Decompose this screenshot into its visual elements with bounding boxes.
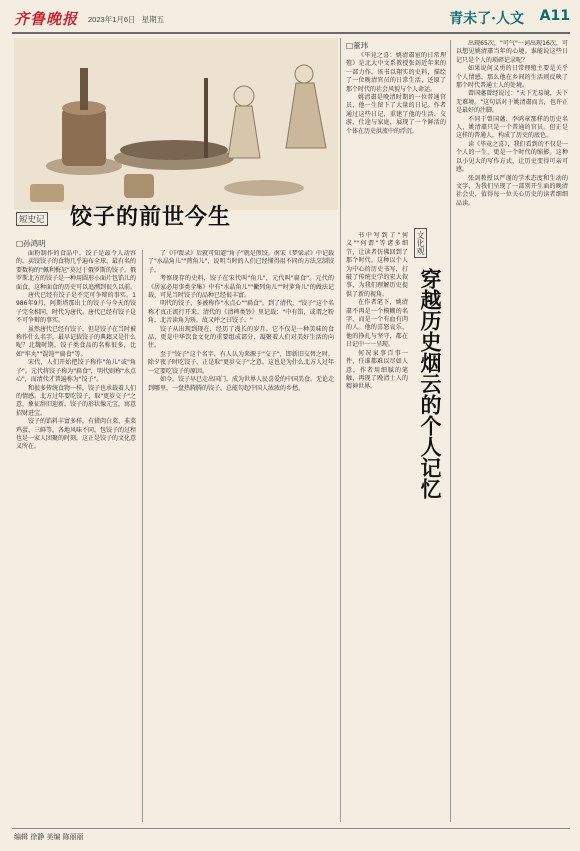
masthead bbox=[14, 8, 570, 30]
section-divider bbox=[340, 38, 341, 822]
column-tag-left: 短史记 bbox=[16, 212, 48, 226]
paragraph: 何况家事百事一件，任谁都难以尽如人意，作者用细腻的笔触，再现了晚清士人的精神世界。 bbox=[346, 349, 408, 391]
paragraph: 读《毕竟之喜》，我们看到的不仅是一个人的一生，更是一个时代的缩影。这种以小见大的写作方式，让历史变得可亲可感。 bbox=[456, 140, 568, 174]
paragraph: 考察现存的史料，饺子在宋代叫"角儿"，元代叫"扁食"。元代的《居家必用事类全集》中有"水晶角儿""撇列角儿""时萝角儿"的做法记载，可见当时饺子的品种已经很丰富。 bbox=[148, 275, 334, 300]
paragraph: 唐代已经有饺子是不完可争辩的事实。1986年9月，阿斯塔那出土的饺子与今天的饺子完全相同，时代为唐代。唐代已经有饺子是不可争辩的事实。 bbox=[16, 292, 136, 325]
page-number: A11 bbox=[539, 8, 570, 24]
column-tag-right: 文化观 bbox=[414, 228, 427, 258]
left-article-col1 bbox=[16, 250, 136, 822]
paragraph: 曾国藩曾经说过："天下无易境，天下无难境。"这句话对于姚清肅而言，也许正是最好的注脚。 bbox=[456, 90, 568, 115]
paragraph: 如今，饺子早已走出国门，成为世界人民喜爱的中国美食。无论走到哪里，一盘热腾腾的饺子，总能勾起中国人浓浓的乡愁。 bbox=[148, 376, 334, 392]
paragraph: 出现65次，"可气"一词出现16次，可以想见姚清肅当年的心境。谁能说这些日记只是个人的琐碎记录呢？ bbox=[456, 40, 568, 64]
paragraph: 至于"饺子"这个名字，有人认为来源于"交子"，即新旧交替之时。除夕夜子时吃饺子，正是取"更岁交子"之意。这也是为什么北方人过年一定要吃饺子的原因。 bbox=[148, 350, 334, 375]
right-byline: □董玮 bbox=[346, 41, 369, 50]
paragraph: 和很多传统食物一样，饺子也承载着人们的情感。北方过年要吃饺子，取"更岁交子"之意，象征辞旧迎新。饺子的形状像元宝，寓意招财进宝。 bbox=[16, 384, 136, 417]
right-article-col2 bbox=[456, 40, 568, 822]
paragraph: 如果说何义勇的日常理殖主要是关乎个人情感，那么他在乡间的生活则反映了那个时代普通士人的处境。 bbox=[456, 65, 568, 90]
dumpling-illustration bbox=[14, 38, 338, 210]
newspaper-logo: 齐鲁晚报 bbox=[14, 10, 79, 28]
paragraph: 虽然唐代已经有饺子，但是饺子在当时被称作什么名字，最早记载饺子的典籍又是什么呢？北魏时期，饺子类食品的名称很多，比如"牢丸""馄饨""扁食"等。 bbox=[16, 325, 136, 358]
paragraph: 了《中馈录》后就可知道"角子"就是煎饺。南宋《梦粱录》中记载了"水晶角儿""煎角儿"，说明当时的人们已经懂得用不同的方法烹制饺子。 bbox=[148, 250, 334, 274]
left-byline: □孙鸿明 bbox=[16, 239, 46, 248]
right-article-col1-top bbox=[346, 52, 446, 228]
paragraph: 明代的饺子，多被称作"水点心""扁食"。到了清代，"饺子"这个名称才真正流行开来。清代的《清稗类钞》里记载："中有馅，或谓之粉角，北音读角为矫，故又呼之曰饺子。" bbox=[148, 300, 334, 325]
paragraph: 书中写到了"何义""何谓"等诸多细节，让读者仿佛回到了那个时代。这种以个人为中心的历史书写，打破了传统史学的宏大叙事，为我们理解历史提供了新的视角。 bbox=[346, 232, 408, 298]
column-divider bbox=[142, 250, 143, 822]
paragraph: 张剑教授以严谨的学术态度和生动的文字，为我们呈现了一部别开生面的晚清社会史，值得每一位关心历史的读者细细品读。 bbox=[456, 174, 568, 207]
right-headline: 穿越历史烟云的个人记忆 bbox=[418, 268, 443, 499]
paragraph: 饺子的馅料丰富多样，有猪肉白菜、韭菜鸡蛋、三鲜等，各地风味不同。包饺子的过程也是一家人团聚的时刻，这正是饺子的文化意义所在。 bbox=[16, 418, 136, 451]
left-article-col2 bbox=[148, 250, 334, 822]
section-title: 青未了·人文 bbox=[449, 11, 524, 27]
paragraph: 宋代，人们开始把饺子称作"角儿"或"角子"。元代将饺子称为"扁食"，明代则称"水点心"，而清代才普遍称为"饺子"。 bbox=[16, 359, 136, 384]
column-divider bbox=[450, 40, 451, 822]
right-article-col1-bottom bbox=[346, 232, 408, 822]
header-rule bbox=[12, 32, 570, 34]
paragraph: 不同于曾国藩、李鸿章那样的历史名人，姚清肅只是一个普通的官员。但正是这样的普通人，构成了历史的底色。 bbox=[456, 115, 568, 140]
left-headline: 饺子的前世今生 bbox=[70, 204, 232, 230]
footer-rule bbox=[12, 828, 570, 829]
editor-credits: 编辑 徐静 美编 陈丽丽 bbox=[14, 833, 84, 841]
issue-date: 2023年1月6日 星期五 bbox=[88, 15, 165, 24]
paragraph: 面粉制作的食品中，饺子是最令人动容的。卖饺饺子的食物几乎遍布全球，最有名的要数狗的"佩利梅尼"莫过于俄罗斯的饺子。俄罗斯北方的饺子是一种用圆形小面片包馅儿的面食，这种面食的历史可以追溯到很久以前。 bbox=[16, 250, 136, 291]
paragraph: 在作者笔下，姚清肅不再是一个模糊的名字，而是一个有血有肉的人。他的喜怒哀乐、他的挣扎与坚守，都在日记中一一呈现。 bbox=[346, 299, 408, 349]
paragraph: 姚清肅是晚清时期的一位普通官员，他一生留下了大量的日记。作者通过这些日记，重建了他的生活、交游、仕途与家庭，展现了一个鲜活的个体在历史洪流中的浮沉。 bbox=[346, 94, 446, 135]
paragraph: 《毕竟之喜：姚清肅宦的日常理殖》是北大中文系教授张剑近年来的一部力作。该书以翔实的史料，描绘了一位晚清官员的日常生活，还原了那个时代的社会风貌与个人命运。 bbox=[346, 52, 446, 93]
paragraph: 饺子从出现到现在，经历了漫长的岁月。它不仅是一种美味的食品，更是中华饮食文化的重要组成部分，凝聚着人们对美好生活的向往。 bbox=[148, 325, 334, 350]
